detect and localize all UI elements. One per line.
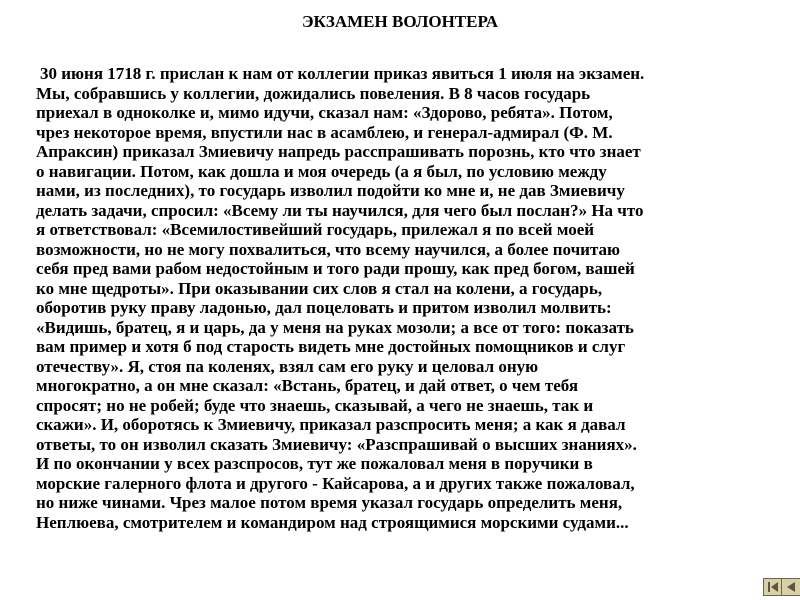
text-line: 30 июня 1718 г. прислан к нам от коллегии приказ явиться 1 июля на экзамен. — [40, 64, 645, 83]
text-line: морские галерного флота и другого - Кайсарова, а и других также пожаловал, — [36, 473, 635, 493]
document-body — [36, 64, 788, 532]
skip-to-first-icon — [767, 581, 779, 593]
text-line: возможности, но не могу похвалиться, что всему научился, а более почитаю — [36, 239, 621, 259]
text-line: И по окончании у всех разспросов, тут же пожаловал меня в поручики в — [36, 454, 593, 473]
text-line: «Видишь, братец, я и царь, да у меня на руках мозоли; а все от того: показать — [36, 317, 634, 337]
text-line: скажи». И, оборотясь к Змиевичу, приказал разспросить меня; а как я давал — [36, 415, 626, 434]
text-line: себя пред вами рабом недостойным и того ради прошу, как пред богом, вашей — [36, 259, 635, 278]
previous-icon — [785, 581, 797, 593]
text-line: о навигации. Потом, как дошла и моя очередь (а я был, по условию между — [36, 161, 607, 181]
previous-slide-button[interactable] — [781, 578, 800, 596]
text-line: отечеству». Я, стоя па коленях, взял сам его руку и целовал оную — [36, 356, 539, 376]
text-line: делать задачи, спросил: «Всему ли ты научился, для чего был послан?» На что — [36, 200, 644, 220]
text-line: спросят; но не робей; буде что знаешь, сказывай, а чего не знаешь, так и — [36, 395, 594, 415]
text-line: нами, из последних), то государь изволил подойти ко мне и, не дав Змиевичу — [36, 181, 625, 200]
text-line: чрез некоторое время, впустили нас в асамблею, и генерал-адмирал (Ф. М. — [36, 122, 613, 142]
first-slide-button[interactable] — [763, 578, 783, 596]
text-line: вам пример и хотя б под старость видеть мне достойных помощников и слуг — [36, 337, 626, 356]
text-line: ко мне щедроты». При оказывании сих слов я стал на колени, а государь, — [36, 278, 603, 298]
text-line: приехал в одноколке и, мимо идучи, сказал нам: «Здорово, ребята». Потом, — [36, 103, 613, 122]
text-line: я ответствовал: «Всемилостивейший государь, прилежал я по всей моей — [36, 220, 595, 239]
text-line: Мы, собравшись у коллегии, дожидались повеления. В 8 часов государь — [36, 83, 591, 103]
text-line: оборотив руку праву ладонью, дал поцеловать и притом изволил молвить: — [36, 298, 612, 317]
text-line: но ниже чинами. Чрез малое потом время указал государь определить меня, — [36, 493, 623, 512]
text-line: Неплюева, смотрителем и командиром над строящимися морскими судами... — [36, 512, 629, 532]
text-line: ответы, то он изволил сказать Змиевичу: «Разспрашивай о высших знаниях». — [36, 434, 637, 454]
page-title: ЭКЗАМЕН ВОЛОНТЕРА — [302, 12, 498, 31]
text-line: многократно, а он мне сказал: «Встань, братец, и дай ответ, о чем тебя — [36, 376, 579, 395]
text-line: Апраксин) приказал Змиевичу напредь расспрашивать порознь, кто что знает — [36, 142, 641, 161]
